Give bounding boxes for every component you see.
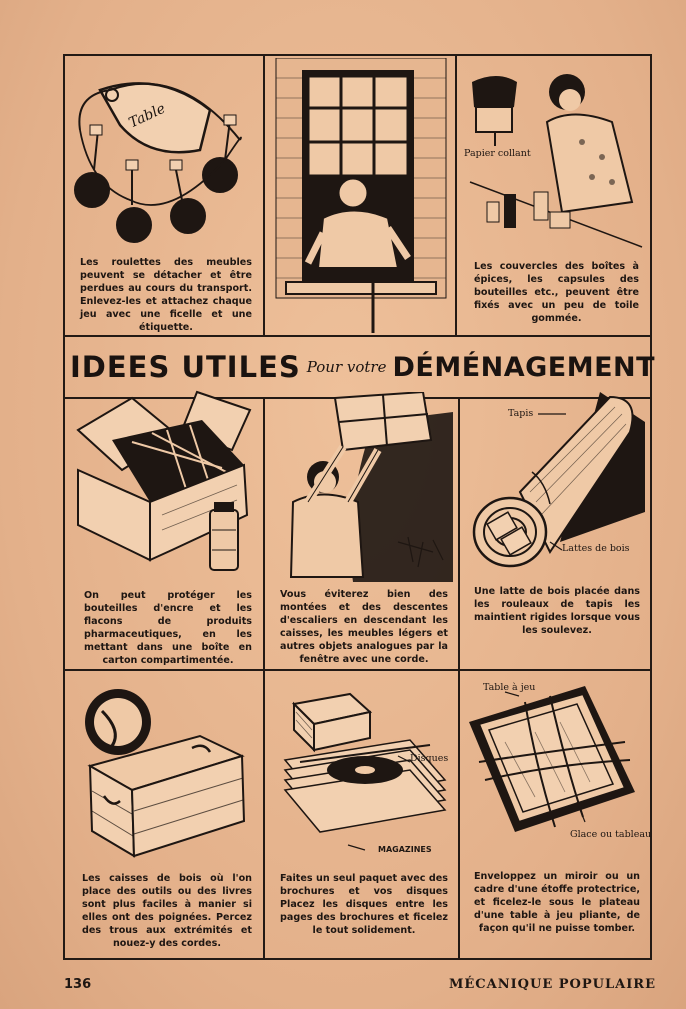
publication-name: MÉCANIQUE POPULAIRE <box>448 977 656 992</box>
tag-label: Table <box>126 100 168 132</box>
headline-script: Pour votre <box>306 358 387 376</box>
column-divider <box>263 56 265 336</box>
column-divider <box>458 397 460 959</box>
caption-casters: Les roulettes des meubles peuvent se détacher et être perdues au cours du transport. Enlevez-les et attachez chaque jeu avec une ficelle et une étiquette. <box>80 257 252 333</box>
caption-rug: Une latte de bois placée dans les rouleaux de tapis les maintient rigides lorsque vous les soulevez. <box>474 586 640 636</box>
bottles-box-illustration <box>72 390 257 580</box>
mirror-label: Glace ou tableau <box>570 829 652 840</box>
page-number: 136 <box>64 977 92 992</box>
slats-label: Lattes de bois <box>562 543 630 554</box>
records-illustration <box>280 690 450 855</box>
row-divider <box>65 669 650 671</box>
crate-illustration <box>82 686 252 861</box>
records-label: Disques <box>410 753 449 764</box>
caption-crate: Les caisses de bois où l'on place des outils ou des livres sont plus faciles à manier si elles ont des poignées. Percez des trous aux extrémités et nouez-y des cordes. <box>82 873 252 949</box>
column-divider <box>455 56 457 336</box>
tape-label: Papier collant <box>464 148 531 159</box>
window-illustration <box>268 58 453 333</box>
caption-furniture: Vous éviterez bien des montées et des descentes d'escaliers en descendant les caisses, les meubles légers et autres objets analogues par la fenêtre avec une corde. <box>280 589 448 665</box>
column-divider <box>263 397 265 959</box>
magazines-label: MAGAZINES <box>378 845 432 854</box>
rug-label: Tapis <box>508 408 534 419</box>
headline-left: IDEES UTILES <box>70 350 301 384</box>
caption-spices: Les couvercles des boîtes à épices, les capsules des bouteilles etc., peuvent être fixés avec un peu de toile gommée. <box>474 261 639 324</box>
mirror-illustration <box>465 682 645 842</box>
caption-mirror: Enveloppez un miroir ou un cadre d'une étoffe protectrice, et ficelez-le sous le plateau d'une table à jeu pliante, de façon qu'il ne puisse tomber. <box>474 871 640 934</box>
caption-bottles: On peut protéger les bouteilles d'encre et les flacons de produits pharmaceutiques, en les mettant dans une boîte en carton compartimentée. <box>84 590 252 666</box>
caption-records: Faites un seul paquet avec des brochures et vos disques Placez les disques entre les pages des brochures et ficelez le tout solidement. <box>280 873 448 936</box>
row-divider <box>65 335 650 337</box>
card-table-label: Table à jeu <box>483 682 536 693</box>
furniture-illustration <box>283 392 453 582</box>
headline-right: DÉMÉNAGEMENT <box>392 351 656 383</box>
casters-illustration <box>70 70 255 250</box>
article-headline <box>70 343 656 391</box>
